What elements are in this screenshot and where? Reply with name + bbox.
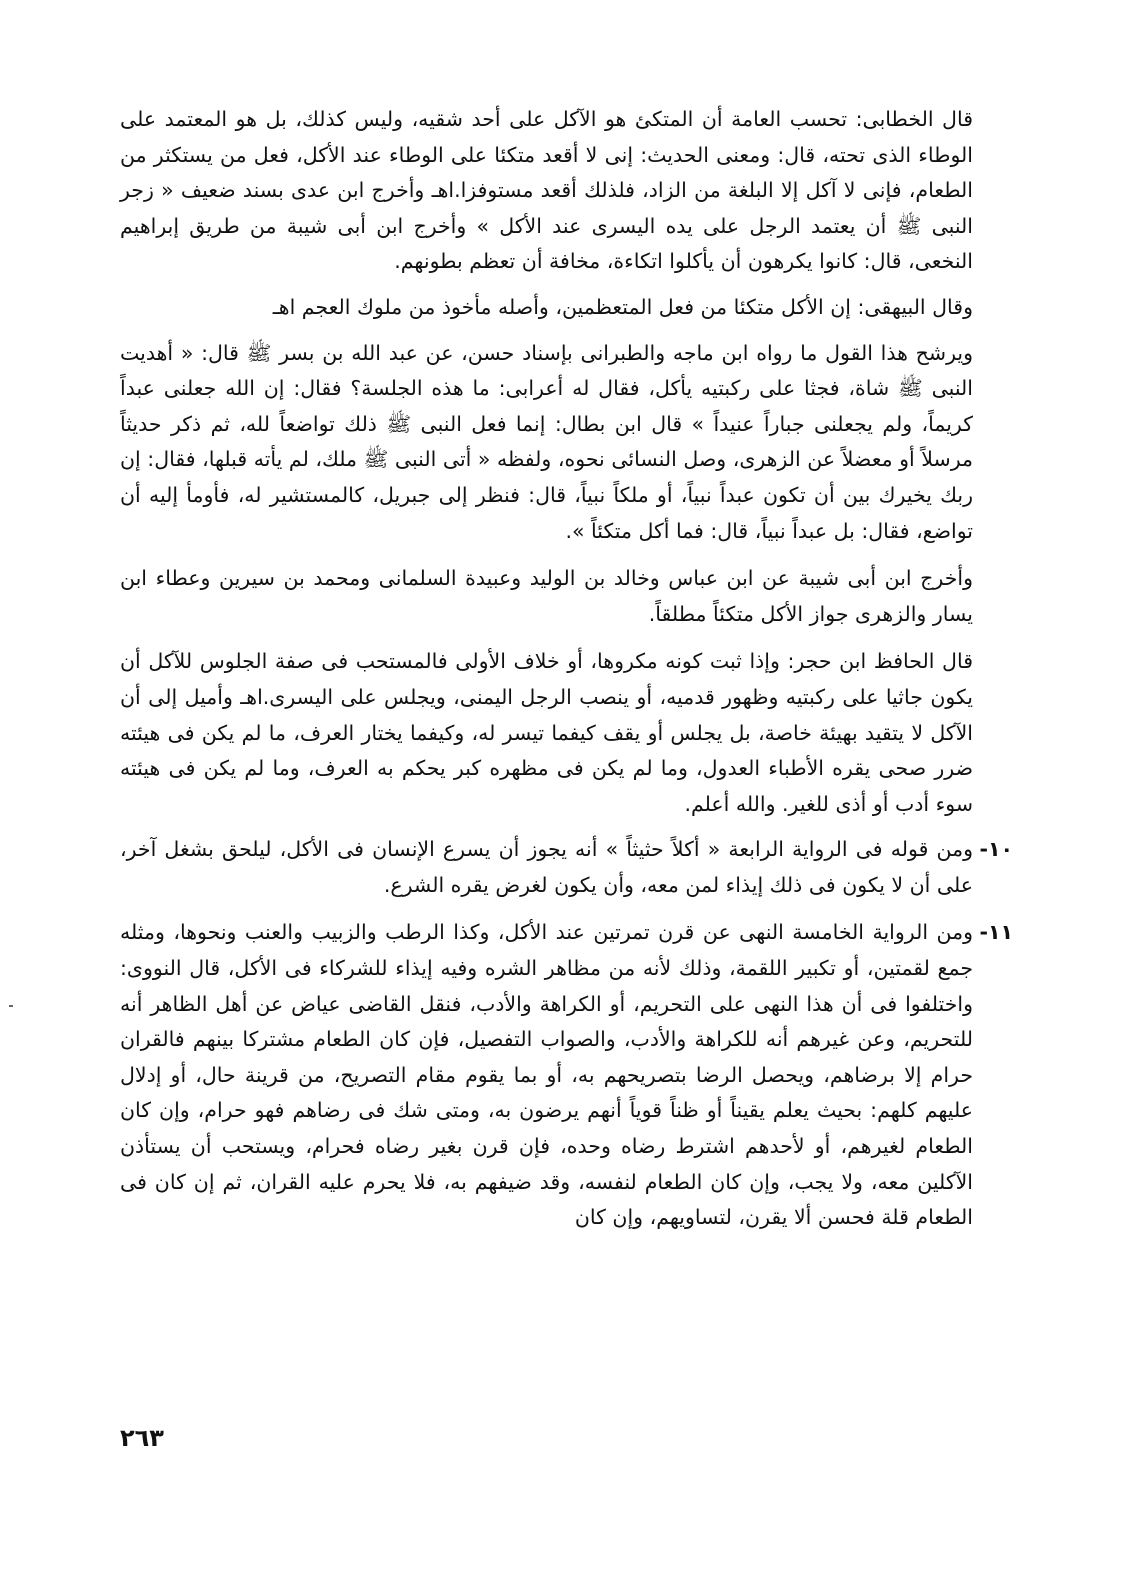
numbered-item-11 (120, 915, 1013, 1235)
item-text-11: ومن الرواية الخامسة النهى عن قرن تمرتين عند الأكل، وكذا الرطب والزبيب والعنب ونحوها، ومثله جمع لقمتين، أو تكبير اللقمة، وذلك لأنه من مظاهر الشره وفيه إيذاء للشركاء فى الأكل، قال النووى: واختلفوا فى أن هذا النهى على التحريم، أو الكراهة والأدب، فنقل القاضى عياض عن أهل الظاهر أنه للتحريم، وعن غيرهم أنه للكراهة والأدب، والصواب التفصيل، فإن كان الطعام مشتركا بينهم فالقران حرام إلا برضاهم، ويحصل الرضا بتصريحهم به، أو بما يقوم مقام التصريح، من قرينة حال، أو إدلال عليهم كلهم: بحيث يعلم يقيناً أو ظناً قوياً أنهم يرضون به، ومتى شك فى رضاهم فهو حرام، وإن كان الطعام لغيرهم، أو لأحدهم اشترط رضاه وحده، فإن قرن بغير رضاه فحرام، ويستحب أن يستأذن الآكلين معه، ولا يجب، وإن كان الطعام لنفسه، وقد ضيفهم به، فلا يحرم عليه القران، ثم إن كان فى الطعام قلة فحسن ألا يقرن، لتساويهم، وإن كان (120, 920, 973, 1230)
paragraph-ibn-hajar: قال الحافظ ابن حجر: وإذا ثبت كونه مكروها، أو خلاف الأولى فالمستحب فى صفة الجلوس للآكل أن يكون جاثيا على ركبتيه وظهور قدميه، أو ينصب الرجل اليمنى، ويجلس على اليسرى.اهـ وأميل إلى أن الآكل لا يتقيد بهيئة خاصة، بل يجلس أو يقف كيفما تيسر له، وكيفما يختار العرف، ما لم يكن فى هيئته ضرر صحى يقره الأطباء العدول، وما لم يكن فى مظهره كبر يحكم به العرف، وما لم يكن فى هيئته سوء أدب أو أذى للغير. والله أعلم. (120, 649, 973, 816)
item-text-10: ومن قوله فى الرواية الرابعة « أكلاً حثيثاً » أنه يجوز أن يسرع الإنسان فى الأكل، ليلحق بشغل آخر، على أن لا يكون فى ذلك إيذاء لمن معه، وأن يكون لغرض يقره الشرع. (120, 837, 973, 897)
paragraph-khattabi: قال الخطابى: تحسب العامة أن المتكئ هو الآكل على أحد شقيه، وليس كذلك، بل هو المعتمد على الوطاء الذى تحته، قال: ومعنى الحديث: إنى لا أقعد متكئا على الوطاء عند الأكل، فعل من يستكثر من الطعام، فإنى لا آكل إلا البلغة من الزاد، فلذلك أقعد مستوفزا.اهـ وأخرج ابن عدى بسند ضعيف « زجر النبى ﷺ أن يعتمد الرجل على يده اليسرى عند الأكل » وأخرج ابن أبى شيبة من طريق إبراهيم النخعى، قال: كانوا يكرهون أن يأكلوا اتكاءة، مخافة أن تعظم بطونهم. (120, 107, 973, 274)
paragraph-ibn-abi-shayba: وأخرج ابن أبى شيبة عن ابن عباس وخالد بن الوليد وعبيدة السلمانى ومحمد بن سيرين وعطاء ابن يسار والزهرى جواز الأكل متكئاً مطلقاً. (120, 566, 973, 626)
paragraph-ibn-majah: ويرشح هذا القول ما رواه ابن ماجه والطبرانى بإسناد حسن، عن عبد الله بن بسر ﷺ قال: « أهديت النبى ﷺ شاة، فجثا على ركبتيه يأكل، فقال له أعرابى: ما هذه الجلسة؟ فقال: إن الله جعلنى عبداً كريماً، ولم يجعلنى جباراً عنيداً » قال ابن بطال: إنما فعل النبى ﷺ ذلك تواضعاً لله، ثم ذكر حديثاً مرسلاً أو معضلاً عن الزهرى، وصل النسائى نحوه، ولفظه « أتى النبى ﷺ ملك، لم يأته قبلها، فقال: إن ربك يخيرك بين أن تكون عبداً نبياً، أو ملكاً نبياً، قال: فنظر إلى جبريل، كالمستشير له، فأومأ إليه أن تواضع، فقال: بل عبداً نبياً، قال: فما أكل متكئاً ». (120, 340, 973, 543)
item-number-10: ١٠- (979, 837, 1013, 862)
numbered-item-10 (120, 832, 1013, 903)
page-number: ٢٦٣ (120, 1424, 164, 1452)
document-body (120, 102, 1013, 1236)
item-number-11: ١١- (979, 920, 1013, 945)
paragraph-bayhaqi: وقال البيهقى: إن الأكل متكئا من فعل المتعظمين، وأصله مأخوذ من ملوك العجم اهـ (272, 294, 973, 319)
margin-mark (9, 1005, 13, 1007)
